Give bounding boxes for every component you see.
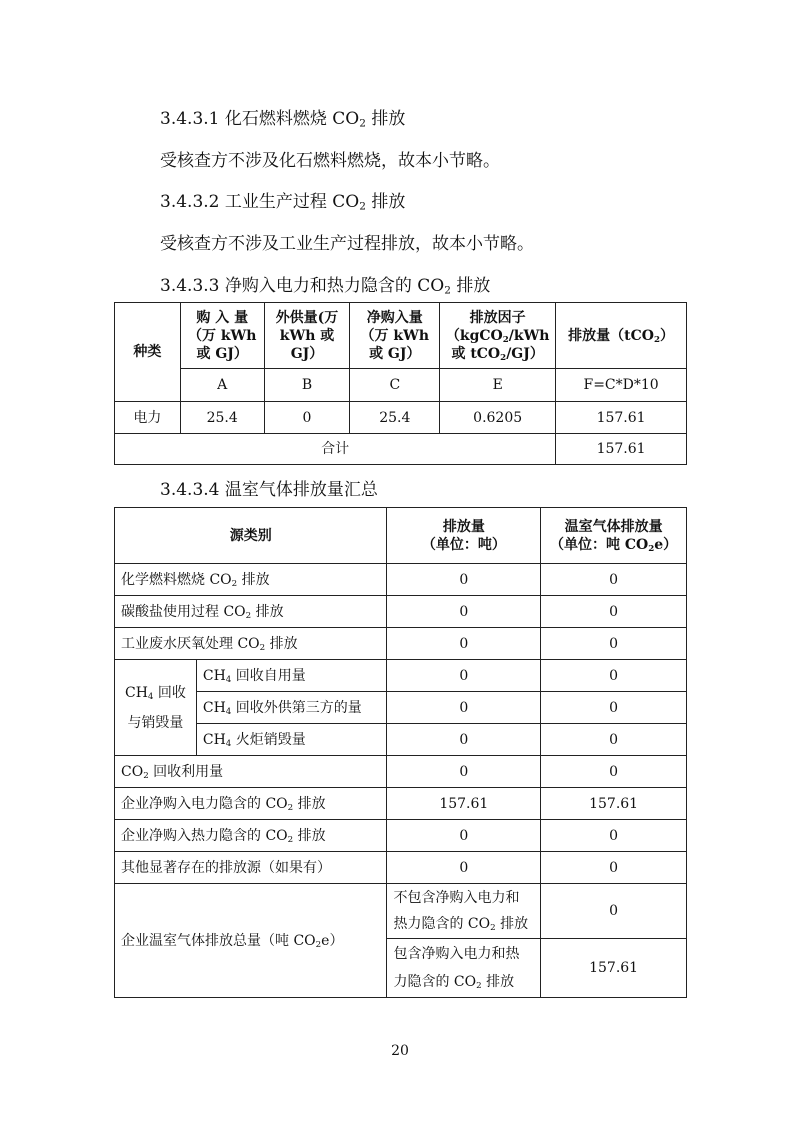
row-amount: 0 [387, 564, 541, 596]
row-amount: 157.61 [387, 788, 541, 820]
table-row [115, 852, 687, 884]
code-a: A [180, 369, 264, 402]
row-label: 企业净购入电力隐含的 $CO_2$ 排放 [115, 788, 387, 820]
table-row [115, 788, 687, 820]
row-amount: 0 [387, 724, 541, 756]
header-source-category: 源类别 [115, 508, 387, 564]
page-number: 20 [391, 1043, 409, 1059]
row-electricity-supply: 0 [264, 402, 350, 434]
table-row [115, 564, 687, 596]
row-amount: 0 [387, 692, 541, 724]
code-formula: F=C*D*10 [556, 369, 687, 402]
excluding-purchased-value: 0 [541, 884, 687, 939]
row-amount: 0 [387, 628, 541, 660]
electricity-emission-table [114, 302, 687, 465]
row-ghg: 0 [541, 660, 687, 692]
row-electricity-factor: 0.6205 [440, 402, 556, 434]
table-row [115, 660, 687, 692]
header-ghg-amount: 温室气体排放量 （单位：吨 $CO_2e$） [541, 508, 687, 564]
row-label: $CH_4$ 回收自用量 [196, 660, 387, 692]
row-electricity-emission: 157.61 [556, 402, 687, 434]
including-purchased-value: 157.61 [541, 939, 687, 998]
row-ghg: 0 [541, 564, 687, 596]
row-ghg: 157.61 [541, 788, 687, 820]
section-3-4-3-1-title: 3.4.3.1 化石燃料燃烧 $CO_2$ 排放 [160, 109, 406, 130]
row-ghg: 0 [541, 756, 687, 788]
table-row [115, 692, 687, 724]
table-row [115, 596, 687, 628]
row-amount: 0 [387, 852, 541, 884]
header-supply: 外供量(万 kWh 或 GJ） [264, 303, 350, 369]
total-emission-label: 企业温室气体排放总量（吨 $CO_2e$） [115, 884, 387, 998]
total-value: 157.61 [556, 434, 687, 465]
row-label: $CO_2$ 回收利用量 [115, 756, 387, 788]
code-e: E [440, 369, 556, 402]
row-ghg: 0 [541, 724, 687, 756]
row-amount: 0 [387, 820, 541, 852]
row-label: 化学燃料燃烧 $CO_2$ 排放 [115, 564, 387, 596]
row-ghg: 0 [541, 852, 687, 884]
row-label: $CH_4$ 火炬销毁量 [196, 724, 387, 756]
row-ghg: 0 [541, 820, 687, 852]
section-3-4-3-2-text: 受核查方不涉及工业生产过程排放，故本小节略。 [160, 234, 534, 254]
row-label: 碳酸盐使用过程 $CO_2$ 排放 [115, 596, 387, 628]
row-ghg: 0 [541, 596, 687, 628]
header-kind: 种类 [115, 303, 181, 402]
code-c: C [350, 369, 440, 402]
excluding-purchased-label: 不包含净购入电力和 热力隐含的 $CO_2$ 排放 [387, 884, 541, 939]
total-label: 合计 [115, 434, 556, 465]
section-3-4-3-3-title: 3.4.3.3 净购入电力和热力隐含的 $CO_2$ 排放 [160, 276, 491, 297]
row-electricity-purchase: 25.4 [180, 402, 264, 434]
row-amount: 0 [387, 596, 541, 628]
table-row [115, 820, 687, 852]
row-ghg: 0 [541, 628, 687, 660]
table-row [115, 756, 687, 788]
row-label: 企业净购入热力隐含的 $CO_2$ 排放 [115, 820, 387, 852]
header-emission: 排放量（tCO$_2$） [556, 303, 687, 369]
row-amount: 0 [387, 660, 541, 692]
section-3-4-3-2-title: 3.4.3.2 工业生产过程 $CO_2$ 排放 [160, 192, 406, 213]
row-label: 工业废水厌氧处理 $CO_2$ 排放 [115, 628, 387, 660]
row-electricity-label: 电力 [115, 402, 181, 434]
row-label: 其他显著存在的排放源（如果有） [115, 852, 387, 884]
row-ghg: 0 [541, 692, 687, 724]
row-label: $CH_4$ 回收外供第三方的量 [196, 692, 387, 724]
header-emission-factor: 排放因子 （kgCO$_2$/kWh 或 tCO$_2$/GJ） [440, 303, 556, 369]
ghg-summary-table [114, 507, 687, 998]
row-amount: 0 [387, 756, 541, 788]
ch4-group-label: $CH_4$ 回收 与销毁量 [115, 660, 197, 756]
header-emission-amount: 排放量 （单位：吨） [387, 508, 541, 564]
header-purchase: 购 入 量 （万 kWh 或 GJ） [180, 303, 264, 369]
table-row [115, 628, 687, 660]
header-net-purchase: 净购入量 （万 kWh 或 GJ） [350, 303, 440, 369]
row-electricity-net: 25.4 [350, 402, 440, 434]
code-b: B [264, 369, 350, 402]
table-row [115, 724, 687, 756]
section-3-4-3-1-text: 受核查方不涉及化石燃料燃烧，故本小节略。 [160, 151, 500, 171]
section-3-4-3-4-title: 3.4.3.4 温室气体排放量汇总 [160, 480, 378, 500]
including-purchased-label: 包含净购入电力和热 力隐含的 $CO_2$ 排放 [387, 939, 541, 998]
